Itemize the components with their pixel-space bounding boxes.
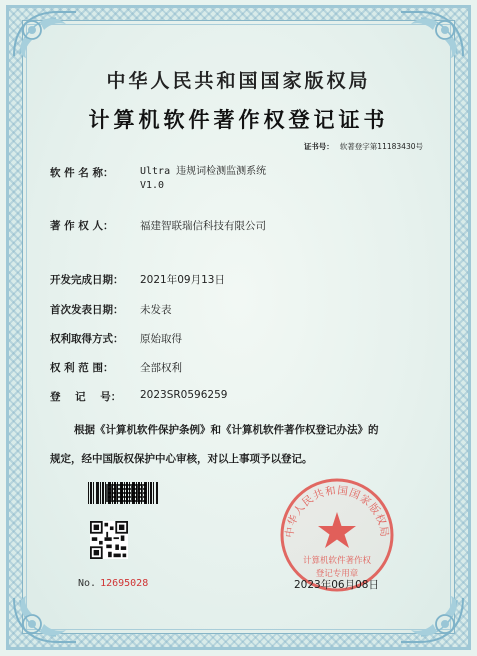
field-copyright-owner	[50, 218, 266, 233]
seal-outer-text: 中华人民共和国国家版权局	[283, 484, 391, 539]
field-registration-number	[50, 389, 227, 404]
field-value: 2021年09月13日	[140, 274, 225, 286]
field-label: 开发完成日期：	[50, 274, 124, 286]
statement-line: 根据《计算机软件保护条例》和《计算机软件著作权登记办法》的	[74, 424, 379, 436]
field-label: 著 作 权 人：	[50, 220, 114, 232]
issuer-title: 中华人民共和国国家版权局	[106, 70, 371, 92]
seal-inner-line: 计算机软件著作权	[302, 556, 372, 566]
certificate-number-value: 软著登字第11183430号	[339, 142, 423, 151]
field-value: 福建智联瑞信科技有限公司	[140, 220, 266, 232]
barcode-icon	[88, 482, 158, 504]
serial-number-value: 12695028	[100, 578, 149, 589]
qr-code-icon	[90, 521, 128, 559]
field-first-publication	[50, 302, 172, 317]
field-completion-date	[50, 272, 225, 287]
field-label: 登 记 号：	[50, 391, 122, 403]
field-value: 未发表	[140, 304, 172, 316]
field-value: 2023SR0596259	[140, 389, 228, 401]
field-value: 全部权利	[140, 362, 182, 374]
field-value	[140, 165, 266, 193]
field-label: 软 件 名 称：	[50, 167, 114, 179]
serial-number	[78, 578, 148, 589]
statement-line: 规定，经中国版权保护中心审核，对以上事项予以登记。	[50, 453, 313, 465]
software-version-line: V1.0	[140, 180, 165, 191]
certificate-number-label: 证书号：	[303, 142, 334, 151]
serial-prefix: No.	[78, 578, 97, 589]
field-software-name	[50, 165, 266, 193]
field-scope	[50, 360, 182, 375]
seal-inner-line: 登记专用章	[315, 569, 359, 579]
field-acquisition-method	[50, 331, 182, 346]
field-value: 原始取得	[140, 333, 182, 345]
issue-date: 2023年06月08日	[294, 579, 379, 591]
registration-statement	[50, 416, 434, 474]
software-name-line: Ultra 违规词检测监测系统	[140, 166, 267, 177]
field-label: 首次发表日期：	[50, 304, 124, 316]
certificate-title: 计算机软件著作权登记证书	[88, 107, 389, 132]
field-label: 权 利 范 围：	[50, 362, 114, 374]
certificate-number	[304, 141, 423, 152]
field-label: 权利取得方式：	[50, 333, 124, 345]
